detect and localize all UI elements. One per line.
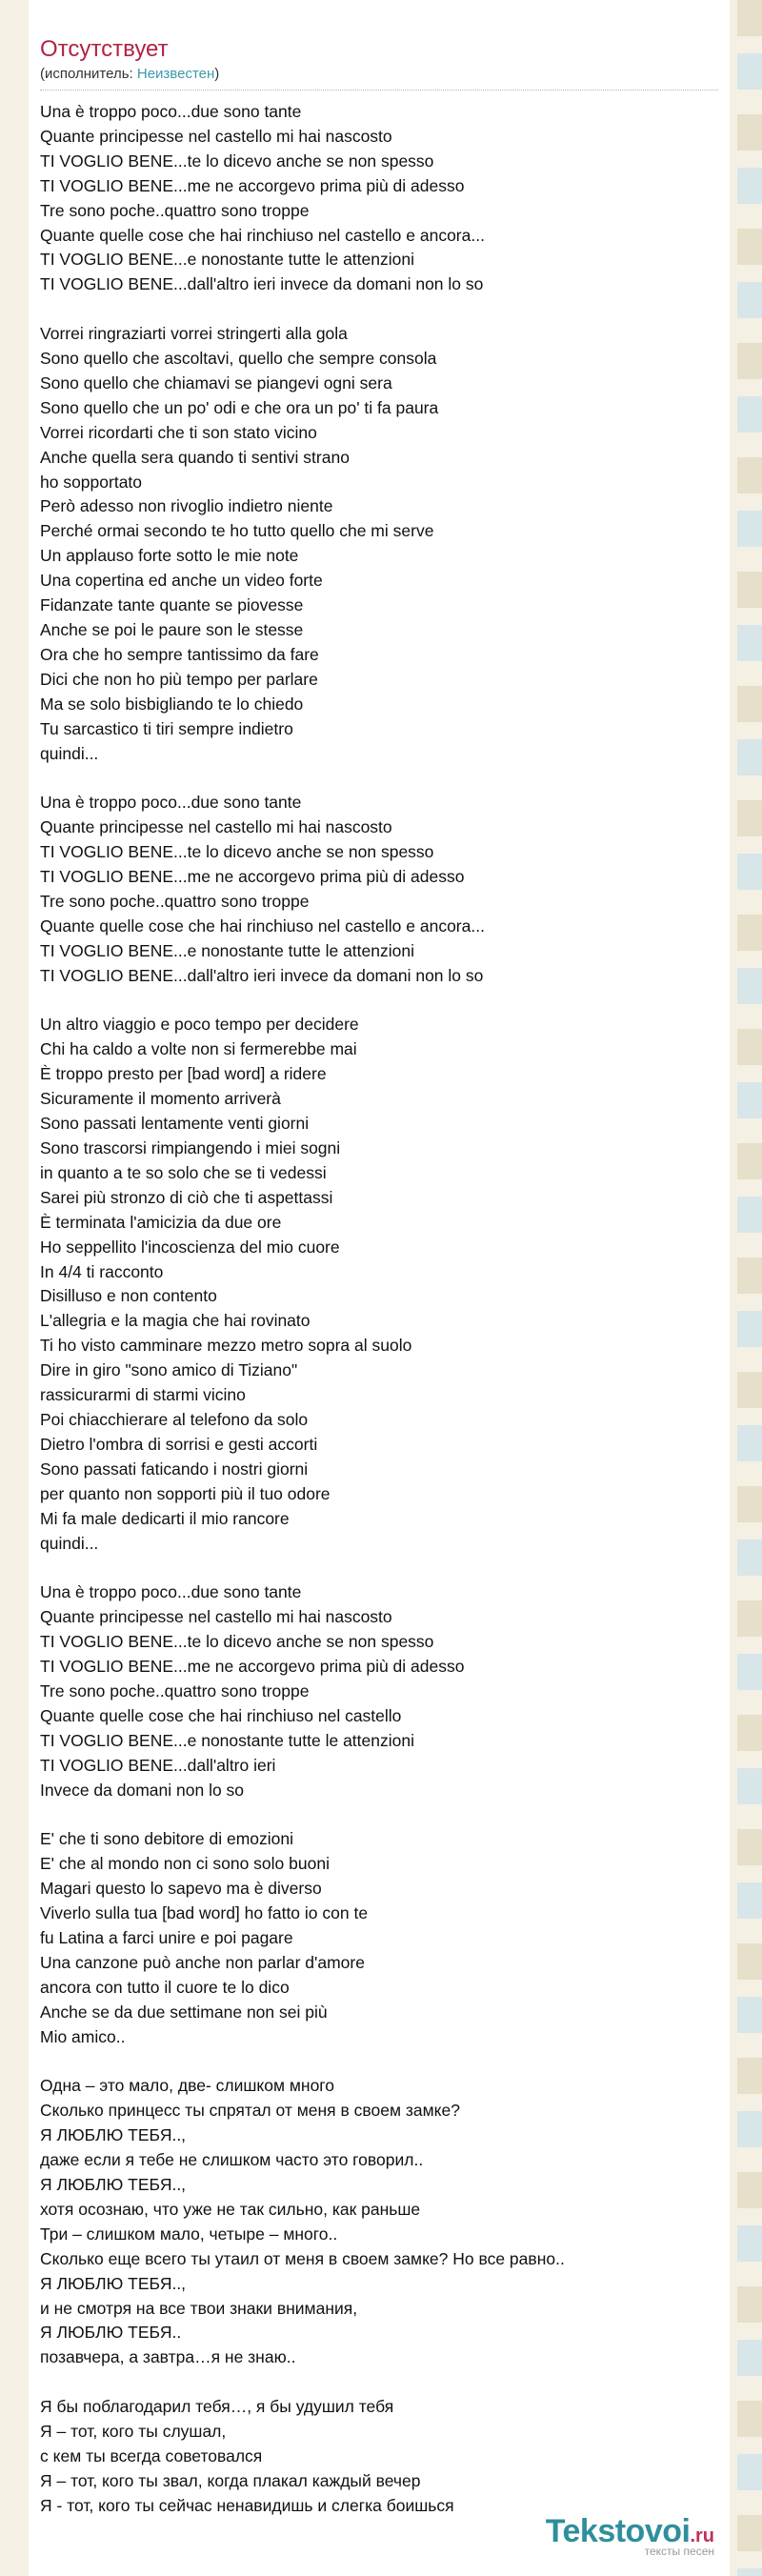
lyrics-line: Una è troppo poco...due sono tante [40,1582,302,1602]
lyrics-line: Fidanzate tante quante se piovesse [40,595,304,615]
lyrics-line: Una canzone può anche non parlar d'amore [40,1952,365,1972]
lyrics-line: Quante principesse nel castello mi hai nascosto [40,817,392,837]
lyrics-line: Три – слишком мало, четыре – много.. [40,2224,338,2244]
lyrics-line: TI VOGLIO BENE...dall'altro ieri [40,1755,276,1775]
lyrics-stanza [40,2074,730,2370]
lyrics-line: Ti ho visto camminare mezzo metro sopra al suolo [40,1336,412,1356]
lyrics-line: TI VOGLIO BENE...te lo dicevo anche se non spesso [40,1632,434,1652]
lyrics-line: Я ЛЮБЛЮ ТЕБЯ.., [40,2175,187,2195]
lyrics-line: Magari questo lo sapevo ma è diverso [40,1879,322,1899]
lyrics-line: Dici che non ho più tempo per parlare [40,669,318,689]
lyrics-stanza [40,1580,730,1802]
lyrics-line: rassicurarmi di starmi vicino [40,1385,246,1405]
lyrics-line: Quante principesse nel castello mi hai nascosto [40,126,392,146]
lyrics-line: È terminata l'amicizia da due ore [40,1212,282,1232]
lyrics-line: Я - тот, кого ты сейчас ненавидишь и слегка боишься [40,2495,454,2515]
lyrics-line: Tre sono poche..quattro sono troppe [40,1680,310,1701]
lyrics-line: Я – тот, кого ты звал, когда плакал каждый вечер [40,2470,421,2490]
lyrics-page [29,0,730,2576]
lyrics-line: Dire in giro "sono amico di Tiziano" [40,1360,298,1380]
lyrics-line: Mio amico.. [40,2026,126,2046]
lyrics-line: TI VOGLIO BENE...dall'altro ieri invece da domani non lo so [40,274,484,294]
lyrics-line: даже если я тебе не слишком часто это говорил.. [40,2150,424,2170]
lyrics-line: Vorrei ricordarti che ti son stato vicino [40,422,317,442]
lyrics-line: Poi chiacchierare al telefono da solo [40,1409,309,1429]
lyrics-stanza [40,100,730,297]
lyrics-line: E' che al mondo non ci sono solo buoni [40,1854,330,1874]
lyrics-line: позавчера, а завтра…я не знаю.. [40,2347,296,2367]
lyrics-line: Ho seppellito l'incoscienza del mio cuore [40,1237,340,1257]
lyrics-line: Ma se solo bisbigliando te lo chiedo [40,694,304,714]
lyrics-line: Tre sono poche..quattro sono troppe [40,200,310,220]
lyrics-line: Я ЛЮБЛЮ ТЕБЯ.., [40,2125,187,2145]
lyrics-line: Dietro l'ombra di sorrisi e gesti accorti [40,1434,318,1454]
lyrics-stanza [40,791,730,988]
lyrics-line: Quante quelle cose che hai rinchiuso nel castello e ancora... [40,225,485,245]
lyrics-line: Sarei più stronzo di ciò che ti aspettassi [40,1187,333,1207]
logo-tld: .ru [690,2526,714,2546]
side-decoration [737,0,762,2576]
artist-prefix: (исполнитель: [40,66,137,82]
song-header [29,0,730,84]
lyrics-line: Sono passati faticando i nostri giorni [40,1459,309,1479]
lyrics-line: per quanto non sopporti più il tuo odore [40,1483,331,1503]
artist-line [40,65,730,84]
lyrics-line: Anche se poi le paure son le stesse [40,620,304,640]
lyrics-line: Сколько принцесс ты спрятал от меня в своем замке? [40,2101,460,2121]
lyrics-line: Una è troppo poco...due sono tante [40,102,302,121]
lyrics-line: Sono quello che chiamavi se piangevi ogni sera [40,372,392,392]
logo-tagline: тексты песен [644,2545,714,2558]
lyrics-line: Sono trascorsi rimpiangendo i miei sogni [40,1138,341,1158]
lyrics-line: Anche se da due settimane non sei più [40,2002,328,2022]
lyrics-line: Una copertina ed anche un video forte [40,571,323,591]
lyrics-line: Я ЛЮБЛЮ ТЕБЯ.., [40,2273,187,2293]
lyrics-line: TI VOGLIO BENE...me ne accorgevo prima più di adesso [40,1657,465,1677]
artist-link[interactable]: Неизвестен [136,66,215,82]
lyrics-line: Sono passati lentamente venti giorni [40,1114,310,1134]
lyrics-stanza [40,2395,730,2519]
lyrics-line: E' che ti sono debitore di emozioni [40,1829,293,1849]
lyrics-line: TI VOGLIO BENE...te lo dicevo anche se non spesso [40,151,434,171]
lyrics-line: TI VOGLIO BENE...e nonostante tutte le attenzioni [40,940,414,960]
lyrics-line: Tre sono poche..quattro sono troppe [40,891,310,911]
lyrics-line: Ora che ho sempre tantissimo da fare [40,644,319,664]
lyrics-line: Un altro viaggio e poco tempo per decidere [40,1015,359,1035]
lyrics-line: Sono quello che ascoltavi, quello che sempre consola [40,349,437,369]
lyrics-line: ho sopportato [40,472,143,492]
lyrics-line: Viverlo sulla tua [bad word] ho fatto io con te [40,1903,369,1923]
lyrics-line: Сколько еще всего ты утаил от меня в своем замке? Но все равно.. [40,2248,565,2268]
lyrics-stanza [40,1013,730,1556]
lyrics-line: TI VOGLIO BENE...me ne accorgevo prima più di adesso [40,867,465,887]
song-title: Отсутствует [40,36,169,62]
artist-suffix: ) [214,66,220,82]
lyrics-line: TI VOGLIO BENE...e nonostante tutte le attenzioni [40,1730,414,1750]
lyrics-line: Perché ormai secondo te ho tutto quello che mi serve [40,521,434,541]
lyrics-line: TI VOGLIO BENE...e nonostante tutte le attenzioni [40,250,414,270]
lyrics-line: Vorrei ringraziarti vorrei stringerti alla gola [40,324,348,344]
lyrics-line: Però adesso non rivoglio indietro niente [40,496,333,516]
lyrics-stanza [40,322,730,766]
lyrics-line: TI VOGLIO BENE...te lo dicevo anche se non spesso [40,842,434,862]
lyrics-line: Anche quella sera quando ti sentivi strano [40,447,350,467]
lyrics-line: хотя осознаю, что уже не так сильно, как раньше [40,2199,421,2219]
lyrics-line: Mi fa male dedicarti il mio rancore [40,1508,290,1528]
lyrics-line: Я бы поблагодарил тебя…, я бы удушил тебя [40,2397,394,2417]
lyrics-line: TI VOGLIO BENE...dall'altro ieri invece da domani non lo so [40,965,484,985]
lyrics-line: Una è troppo poco...due sono tante [40,793,302,813]
lyrics-line: Chi ha caldo a volte non si fermerebbe mai [40,1039,357,1059]
lyrics-line: Quante quelle cose che hai rinchiuso nel castello [40,1705,402,1725]
lyrics-line: quindi... [40,1533,99,1553]
lyrics-line: Sono quello che un po' odi e che ora un po' ti fa paura [40,397,439,417]
lyrics-line: Я – тот, кого ты слушал, [40,2422,227,2442]
lyrics-line: и не смотря на все твои знаки внимания, [40,2298,358,2318]
lyrics-line: Sicuramente il momento arriverà [40,1089,281,1109]
lyrics-line: Quante quelle cose che hai rinchiuso nel castello e ancora... [40,916,485,936]
lyrics-line: ancora con tutto il cuore te lo dico [40,1977,290,1997]
lyrics-line: È troppo presto per [bad word] a ridere [40,1064,327,1084]
lyrics-line: Tu sarcastico ti tiri sempre indietro [40,718,293,738]
lyrics-line: L'allegria e la magia che hai rovinato [40,1311,311,1331]
lyrics-line: Un applauso forte sotto le mie note [40,546,299,566]
logo-main-text: Tekstovoi [545,2513,691,2549]
lyrics-line: Quante principesse nel castello mi hai nascosto [40,1607,392,1627]
lyrics-stanza [40,1827,730,2049]
lyrics-line: Disilluso e non contento [40,1286,217,1306]
lyrics-text [29,91,730,2519]
site-logo[interactable] [546,2513,714,2558]
lyrics-line: Invece da domani non lo so [40,1780,245,1800]
lyrics-line: TI VOGLIO BENE...me ne accorgevo prima più di adesso [40,175,465,195]
lyrics-line: In 4/4 ti racconto [40,1261,164,1281]
lyrics-line: Одна – это мало, две- слишком много [40,2076,335,2096]
lyrics-line: quindi... [40,743,99,763]
lyrics-line: Я ЛЮБЛЮ ТЕБЯ.. [40,2323,182,2343]
lyrics-line: in quanto a te so solo che se ti vedessi [40,1162,327,1182]
lyrics-line: с кем ты всегда советовался [40,2445,263,2465]
lyrics-line: fu Latina a farci unire e poi pagare [40,1927,293,1947]
